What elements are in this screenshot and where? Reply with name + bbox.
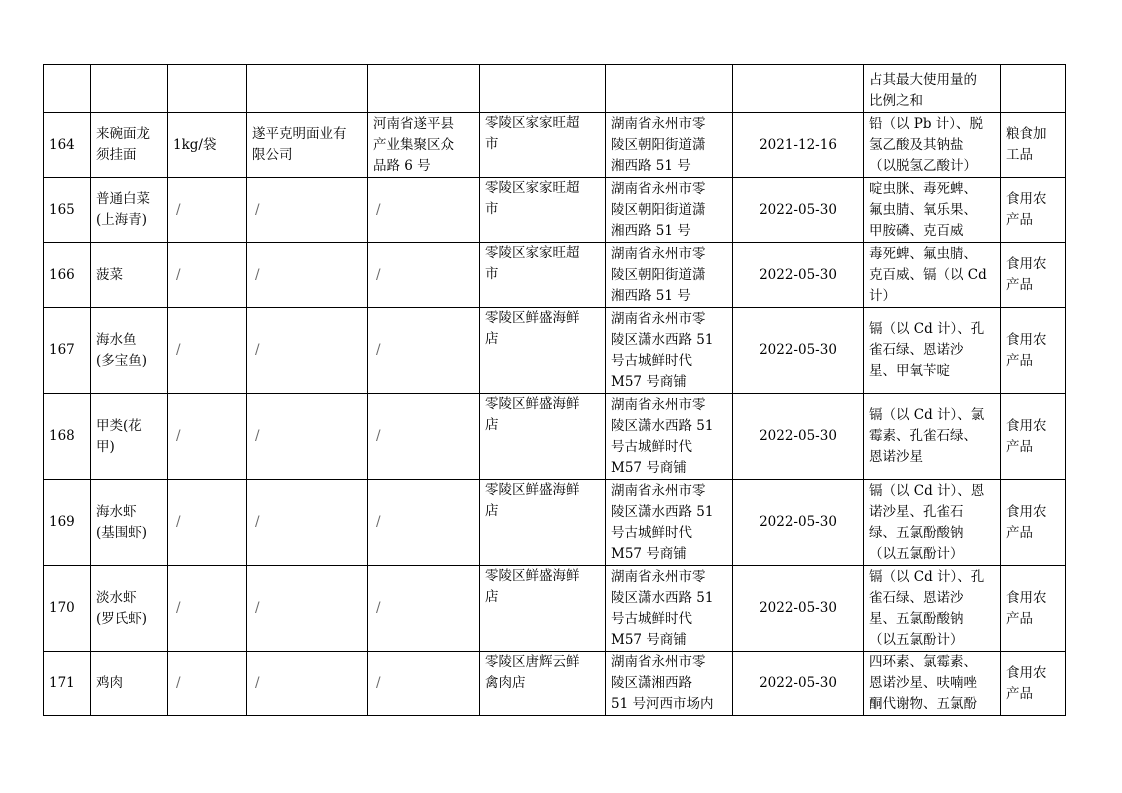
row-number: 165 [49,201,75,218]
seller-name: 零陵区唐辉云鲜 禽肉店 [485,654,580,691]
producer-address-cell [368,308,480,394]
seller-address-cell [606,65,733,113]
sampling-date: 2022-05-30 [759,428,837,444]
sampling-date-cell [733,308,864,394]
seller-address-cell [606,178,733,243]
spec-cell [168,652,247,716]
sampling-date: 2021-12-16 [759,136,837,153]
seller-address: 湖南省永州市零 陵区朝阳街道潇 湘西路 51 号 [611,180,706,239]
seller-name: 零陵区家家旺超 市 [485,180,580,217]
producer-name-cell [247,308,368,394]
producer-address: / [376,600,381,616]
table-row [44,480,1066,566]
row-number-cell [44,308,91,394]
spec-cell [168,394,247,480]
spec: / [176,600,181,616]
product-name: 菠菜 [96,266,123,283]
product-name-cell [91,652,168,716]
table-row [44,566,1066,652]
spec: / [176,675,181,691]
row-number: 166 [49,266,75,283]
seller-name-cell [480,65,606,113]
sampling-date: 2022-05-30 [759,600,837,616]
producer-name: / [255,514,260,530]
producer-name: / [255,675,260,691]
seller-name: 零陵区家家旺超 市 [485,245,580,282]
seller-address: 湖南省永州市零 陵区朝阳街道潇 湘西路 51 号 [611,245,706,304]
producer-address: / [376,266,381,283]
table-row [44,308,1066,394]
row-number-cell [44,394,91,480]
seller-name-cell [480,113,606,178]
seller-address-cell [606,113,733,178]
spec: 1kg/袋 [173,136,217,153]
sampling-date: 2022-05-30 [759,266,837,283]
producer-address-cell [368,394,480,480]
sampling-date-cell [733,113,864,178]
test-items-cell [864,113,1001,178]
seller-address: 湖南省永州市零 陵区潇水西路 51 号古城鲜时代 M57 号商铺 [611,310,714,390]
producer-name: / [255,201,260,218]
spec: / [176,342,181,358]
seller-name: 零陵区鲜盛海鲜 店 [485,310,580,347]
test-items: 镉（以 Cd 计）、氯 霉素、孔雀石绿、 恩诺沙星 [869,407,985,465]
spec: / [176,428,181,444]
producer-name-cell [247,65,368,113]
row-number: 169 [49,514,75,530]
table-row [44,652,1066,716]
seller-address: 湖南省永州市零 陵区潇水西路 51 号古城鲜时代 M57 号商铺 [611,568,714,648]
row-number-cell [44,480,91,566]
test-items: 镉（以 Cd 计）、孔 雀石绿、恩诺沙 星、五氯酚酸钠 （以五氯酚计） [869,568,985,648]
spec-cell [168,308,247,394]
producer-address-cell [368,65,480,113]
test-items: 镉（以 Cd 计）、恩 诺沙星、孔雀石 绿、五氯酚酸钠 （以五氯酚计） [869,482,985,562]
producer-address-cell [368,652,480,716]
seller-address-cell [606,243,733,308]
producer-name: / [255,428,260,444]
sampling-date-cell [733,243,864,308]
producer-name-cell [247,652,368,716]
producer-address: / [376,342,381,358]
producer-address-cell [368,113,480,178]
test-items-cell [864,243,1001,308]
test-items-cell [864,652,1001,716]
test-items-cell [864,566,1001,652]
producer-address-cell [368,566,480,652]
spec-cell [168,243,247,308]
table-row [44,178,1066,243]
seller-address: 湖南省永州市零 陵区潇湘西路 51 号河西市场内 [611,654,714,712]
food-category-cell [1001,65,1066,113]
seller-name-cell [480,394,606,480]
sampling-table [43,64,1066,716]
test-items: 四环素、氯霉素、 恩诺沙星、呋喃唑 酮代谢物、五氯酚 [869,654,977,712]
row-number: 171 [49,675,75,691]
spec: / [176,266,181,283]
sampling-date: 2022-05-30 [759,201,837,218]
product-name-cell [91,178,168,243]
seller-address-cell [606,394,733,480]
row-number: 164 [49,136,75,153]
food-category-cell [1001,308,1066,394]
producer-name: / [255,600,260,616]
product-name-cell [91,566,168,652]
sampling-date-cell [733,178,864,243]
producer-name: / [255,342,260,358]
seller-address-cell [606,652,733,716]
product-name-cell [91,113,168,178]
product-name: 淡水虾 (罗氏虾) [96,589,148,627]
food-category: 食用农 产品 [1006,256,1047,293]
producer-name-cell [247,178,368,243]
test-items-cell [864,178,1001,243]
spec: / [176,201,181,218]
seller-address: 湖南省永州市零 陵区潇水西路 51 号古城鲜时代 M57 号商铺 [611,396,714,476]
product-name: 普通白菜 (上海青) [96,191,150,228]
spec-cell [168,178,247,243]
seller-name: 零陵区鲜盛海鲜 店 [485,568,580,605]
seller-name: 零陵区家家旺超 市 [485,115,580,152]
row-number: 167 [49,342,75,358]
table-row [44,65,1066,113]
producer-name-cell [247,113,368,178]
table-row [44,243,1066,308]
food-category-cell [1001,394,1066,480]
food-category-cell [1001,113,1066,178]
seller-address: 湖南省永州市零 陵区潇水西路 51 号古城鲜时代 M57 号商铺 [611,482,714,562]
product-name: 海水鱼 (多宝鱼) [96,331,148,369]
sampling-date-cell [733,566,864,652]
seller-name-cell [480,480,606,566]
food-category-cell [1001,480,1066,566]
producer-name-cell [247,566,368,652]
product-name-cell [91,65,168,113]
sampling-date-cell [733,394,864,480]
product-name-cell [91,480,168,566]
row-number-cell [44,178,91,243]
row-number-cell [44,566,91,652]
row-number-cell [44,113,91,178]
food-category: 食用农 产品 [1006,331,1047,369]
food-category: 食用农 产品 [1006,589,1047,627]
seller-address-cell [606,566,733,652]
table-row [44,113,1066,178]
seller-name-cell [480,243,606,308]
table-row [44,394,1066,480]
food-category-cell [1001,243,1066,308]
seller-address-cell [606,480,733,566]
producer-address-cell [368,243,480,308]
product-name: 来碗面龙 须挂面 [96,126,150,163]
test-items-cell [864,480,1001,566]
food-category: 食用农 产品 [1006,417,1047,455]
product-name: 鸡肉 [96,675,123,691]
producer-address: / [376,514,381,530]
spec-cell [168,480,247,566]
producer-address: / [376,675,381,691]
test-items: 占其最大使用量的 比例之和 [869,72,977,109]
producer-name: / [255,266,260,283]
sampling-date: 2022-05-30 [759,514,837,530]
producer-name-cell [247,243,368,308]
row-number: 168 [49,428,75,444]
product-name-cell [91,394,168,480]
row-number-cell [44,243,91,308]
product-name-cell [91,243,168,308]
seller-name-cell [480,178,606,243]
test-items: 毒死蜱、氟虫腈、 克百威、镉（以 Cd 计） [869,245,987,304]
spec-cell [168,65,247,113]
sampling-date-cell [733,65,864,113]
producer-address: / [376,201,381,218]
test-items: 啶虫脒、毒死蜱、 氟虫腈、氧乐果、 甲胺磷、克百威 [869,180,977,239]
food-category: 食用农 产品 [1006,664,1047,702]
producer-address: 河南省遂平县 产业集聚区众 品路 6 号 [373,115,454,174]
row-number: 170 [49,600,75,616]
spec-cell [168,566,247,652]
row-number-cell [44,652,91,716]
producer-address-cell [368,480,480,566]
spec: / [176,514,181,530]
food-category-cell [1001,566,1066,652]
product-name: 海水虾 (基围虾) [96,503,148,541]
producer-name: 遂平克明面业有 限公司 [252,126,347,163]
seller-name: 零陵区鲜盛海鲜 店 [485,482,580,519]
sampling-date-cell [733,480,864,566]
seller-name-cell [480,308,606,394]
sampling-date-cell [733,652,864,716]
sampling-date: 2022-05-30 [759,675,837,691]
producer-address-cell [368,178,480,243]
food-category-cell [1001,178,1066,243]
seller-address-cell [606,308,733,394]
test-items-cell [864,308,1001,394]
row-number-cell [44,65,91,113]
food-category-cell [1001,652,1066,716]
test-items-cell [864,65,1001,113]
product-name-cell [91,308,168,394]
product-name: 甲类(花 甲) [96,417,142,455]
producer-name-cell [247,480,368,566]
test-items: 铅（以 Pb 计）、脱 氢乙酸及其钠盐 （以脱氢乙酸计） [869,115,984,174]
producer-address: / [376,428,381,444]
spec-cell [168,113,247,178]
seller-address: 湖南省永州市零 陵区朝阳街道潇 湘西路 51 号 [611,115,706,174]
food-category: 粮食加 工品 [1006,126,1047,163]
test-items-cell [864,394,1001,480]
producer-name-cell [247,394,368,480]
seller-name-cell [480,566,606,652]
seller-name: 零陵区鲜盛海鲜 店 [485,396,580,433]
food-category: 食用农 产品 [1006,503,1047,541]
test-items: 镉（以 Cd 计）、孔 雀石绿、恩诺沙 星、甲氧苄啶 [869,321,985,379]
sampling-date: 2022-05-30 [759,342,837,358]
food-category: 食用农 产品 [1006,191,1047,228]
seller-name-cell [480,652,606,716]
